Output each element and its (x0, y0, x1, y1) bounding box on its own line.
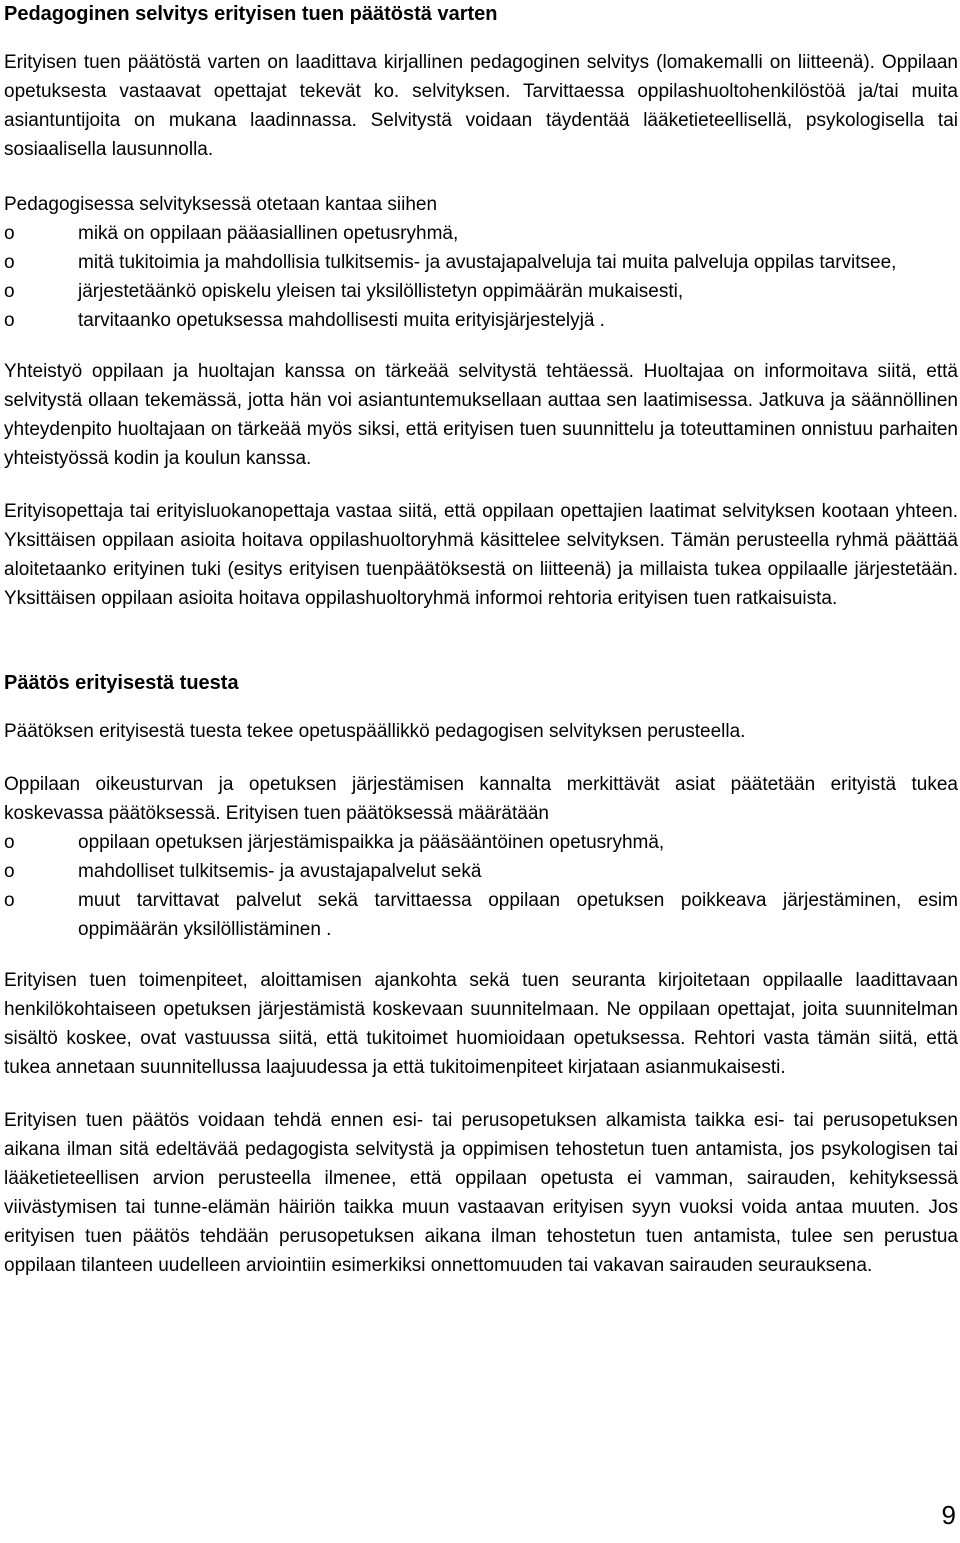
list-item-text: muut tarvittavat palvelut sekä tarvittaessa oppilaan opetuksen poikkeava järjestäminen, esim oppimäärän yksilöllistäminen . (78, 890, 958, 940)
decision-bullet-list (4, 828, 958, 944)
decision-content-paragraph: Oppilaan oikeusturvan ja opetuksen järjestämisen kannalta merkittävät asiat päätetään erityistä tukea koskevassa päätöksessä. Erityisen tuen päätöksessä määrätään (4, 774, 958, 824)
decision-maker-paragraph: Päätöksen erityisestä tuesta tekee opetuspäällikkö pedagogisen selvityksen perusteella. (4, 721, 746, 742)
list-item-text: mitä tukitoimia ja mahdollisia tulkitsemis- ja avustajapalveluja tai muita palveluja oppilas tarvitsee, (78, 252, 897, 273)
special-teacher-paragraph: Erityisopettaja tai erityisluokanopettaja vastaa siitä, että oppilaan opettajien laatimat selvityksen kootaan yhteen. Yksittäisen oppilaan asioita hoitava oppilashuoltoryhmä käsittelee selvityksen. Tämän perusteella ryhmä päättää aloitetaanko erityinen tuki (esitys erityisen tuenpäätöksestä on liitteenä) ja millaista tukea oppilaalle järjestetään. Yksittäisen oppilaan asioita hoitava oppilashuoltoryhmä informoi rehtoria erityisen tuen ratkaisuista. (4, 501, 958, 609)
list-item-text: tarvitaanko opetuksessa mahdollisesti muita erityisjärjestelyjä . (78, 310, 605, 331)
cooperation-paragraph: Yhteistyö oppilaan ja huoltajan kanssa on tärkeää selvitystä tehtäessä. Huoltajaa on informoitava siitä, että selvitystä ollaan tekemässä, jotta hän voi asiantuntemuksellaan auttaa sen laatimisessa. Jatkuva ja säännöllinen yhteydenpito huoltajaan on tärkeää myös siksi, että erityisen tuen suunnittelu ja toteuttaminen onnistuu parhaiten yhteistyössä kodin ja koulun kanssa. (4, 361, 958, 469)
list-item (4, 857, 958, 886)
section-heading-pedagogical-assessment: Pedagoginen selvitys erityisen tuen päätöstä varten (4, 3, 498, 25)
early-decision-paragraph: Erityisen tuen päätös voidaan tehdä ennen esi- tai perusopetuksen alkamista taikka esi- tai perusopetuksen aikana ilman sitä edeltävää pedagogista selvitystä ja oppimisen tehostetun tuen antamista, jos psykologisen tai lääketieteellisen arvion perusteella ilmenee, että oppilaan opetusta ei vamman, sairauden, kehityksessä viivästymisen tai tunne-elämän häiriön taikka muun vastaavan erityisen syyn vuoksi voida antaa muuten. Jos erityisen tuen päätös tehdään perusopetuksen aikana ilman tehostetun tuen antamista, tulee sen perustua oppilaan tilanteen uudelleen arviointiin esimerkiksi onnettomuuden tai vakavan sairauden seurauksena. (4, 1110, 958, 1276)
list-item-text: mikä on oppilaan pääasiallinen opetusryhmä, (78, 223, 459, 244)
document-page (4, 0, 958, 1280)
list-item-text: mahdolliset tulkitsemis- ja avustajapalvelut sekä (78, 861, 482, 882)
list-item (4, 219, 958, 248)
bullet-marker: o (4, 832, 15, 853)
measures-paragraph: Erityisen tuen toimenpiteet, aloittamisen ajankohta sekä tuen seuranta kirjoitetaan oppilaalle laadittavaan henkilökohtaiseen opetuksen järjestämistä koskevaan suunnitelmaan. Ne oppilaan opettajat, joita suunnitelman sisältö koskee, ovat vastuussa siitä, että tukitoimet huomioidaan opetuksessa. Rehtori vasta tämän siitä, että tukea annetaan suunnitellussa laajuudessa ja että tukitoimenpiteet kirjataan asianmukaisesti. (4, 970, 958, 1078)
list-item-text: järjestetäänkö opiskelu yleisen tai yksilöllistetyn oppimäärän mukaisesti, (78, 281, 684, 302)
list-item (4, 306, 958, 335)
list-item-text: oppilaan opetuksen järjestämispaikka ja pääsääntöinen opetusryhmä, (78, 832, 665, 853)
page-number: 9 (941, 1500, 956, 1530)
list-item (4, 248, 958, 277)
list-item (4, 886, 958, 944)
bullet-marker: o (4, 861, 15, 882)
assessment-bullet-list (4, 219, 958, 335)
bullet-marker: o (4, 223, 15, 244)
intro-paragraph: Erityisen tuen päätöstä varten on laadittava kirjallinen pedagoginen selvitys (lomakemalli on liitteenä). Oppilaan opetuksesta vastaavat opettajat tekevät ko. selvityksen. Tarvittaessa oppilashuoltohenkilöstöä ja/tai muita asiantuntijoita on mukana laadinnassa. Selvitystä voidaan täydentää lääketieteellisellä, psykologisella tai sosiaalisella lausunnolla. (4, 52, 958, 160)
section-heading-decision: Päätös erityisestä tuesta (4, 672, 239, 694)
assessment-list-lead: Pedagogisessa selvityksessä otetaan kantaa siihen (4, 194, 438, 215)
list-item (4, 277, 958, 306)
list-item (4, 828, 958, 857)
bullet-marker: o (4, 281, 15, 302)
bullet-marker: o (4, 252, 15, 273)
bullet-marker: o (4, 890, 15, 911)
bullet-marker: o (4, 310, 15, 331)
